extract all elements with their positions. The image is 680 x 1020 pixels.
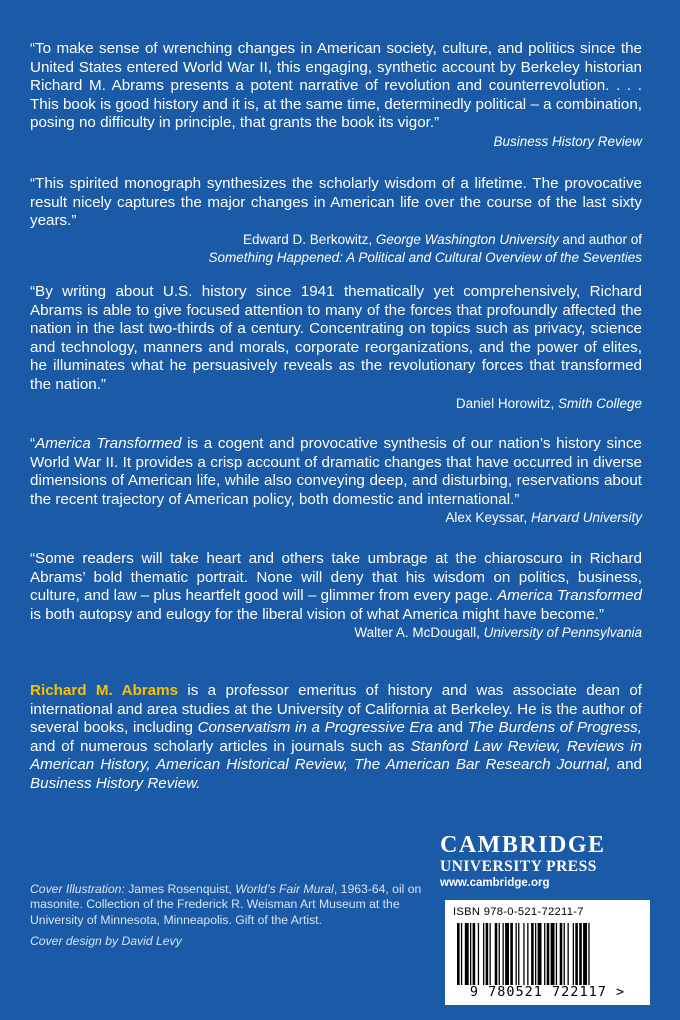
barcode-bar <box>568 923 569 985</box>
quote-text: is a cogent and provocative synthesis of our nation’s history since World War II. It provides a crisp account of dramatic changes that have occurred in diverse dimensions of American life, while also conveying deep, and disturbing, reservations about the recent trajectory of American policy, both domestic and international.” <box>30 435 642 508</box>
quote-book-title: America Transformed <box>35 435 182 452</box>
bio-book-1: Conservatism in a Progressive Era <box>197 719 434 737</box>
barcode-digits: 9 780521 722117 > <box>469 984 626 1000</box>
barcode-bar <box>523 923 524 985</box>
barcode-bar <box>470 923 471 985</box>
quote-author: Walter A. McDougall, <box>354 625 484 641</box>
barcode-panel <box>445 900 650 1005</box>
barcode-bar <box>503 923 504 985</box>
barcode-bar <box>575 923 578 985</box>
isbn-label: ISBN 978-0-521-72211-7 <box>453 906 584 918</box>
quote-source: Business History Review <box>493 133 642 149</box>
barcode-bar <box>564 923 565 985</box>
bio-book-2: The Burdens of Progress, <box>467 719 642 737</box>
cover-artist: James Rosenquist, <box>124 882 236 896</box>
quote-institution: University of Pennsylvania <box>483 625 642 641</box>
bio-text-1: is a professor emeritus of history and was associate dean of international and area studies at the University of California at Berkeley. He is the author of several books, including <box>30 682 642 737</box>
barcode-bar <box>527 923 528 985</box>
quote-author: Edward D. Berkowitz, <box>243 231 376 247</box>
author-bio <box>30 682 642 794</box>
barcode-bar <box>478 923 479 985</box>
publisher-logo <box>440 833 650 890</box>
quote-text: “This spirited monograph synthesizes the scholarly wisdom of a lifetime. The provocative result nicely captures the major changes in American life over the course of the last sixty years.” <box>30 175 642 230</box>
quote-open-mark: “ <box>30 435 36 452</box>
cover-details: , 1963-64, oil on masonite. Collection of the Frederick R. Weisman Art Museum at the University of Minnesota, Minneapolis. Gift of the Artist. <box>30 882 422 927</box>
quote-institution: Harvard University <box>530 510 642 526</box>
barcode-bar <box>556 923 557 985</box>
quote-institution: Smith College <box>557 395 642 411</box>
barcode-bar <box>483 923 484 985</box>
bio-journals: Stanford Law Review, Reviews in American History, American Historical Review, The American Bar Research Journal, <box>30 737 642 774</box>
barcode-bar <box>544 923 545 985</box>
quote-author-tail: and author of <box>558 231 642 247</box>
barcode-bar <box>518 923 519 985</box>
barcode-bar <box>499 923 500 985</box>
barcode-graphic <box>453 923 643 985</box>
barcode-bar <box>560 923 563 985</box>
cover-work: World’s Fair Mural <box>235 882 334 896</box>
bio-text-3: and of numerous scholarly articles in journals such as <box>30 737 411 755</box>
barcode-bar <box>490 923 491 985</box>
barcode-bar <box>551 923 555 985</box>
quote-text-end: is both autopsy and eulogy for the liberal vision of what America might have become.” <box>30 605 605 623</box>
barcode-bar <box>573 923 574 985</box>
quote-book-title: America Transformed <box>497 587 642 605</box>
cover-design: Cover design by David Levy <box>30 934 182 949</box>
barcode-bar <box>531 923 534 985</box>
barcode-bar <box>465 923 469 985</box>
barcode-bar <box>461 923 462 985</box>
review-quote-2 <box>30 175 642 267</box>
review-quote-5 <box>30 550 642 642</box>
review-quote-1 <box>30 40 642 151</box>
quote-book-title: Something Happened: A Political and Cultural Overview of the Seventies <box>208 249 642 265</box>
quote-text: “By writing about U.S. history since 1941 thematically yet comprehensively, Richard Abrams is able to give focused attention to many of the forces that profoundly affected the nation in the last two-thirds of a century. Concentrating on topics such as privacy, science and technology, manners and morals, corporate reorganizations, and the power of elites, he illuminates what he persuasively reveals as the revolutionary forces that transformed the nation.” <box>30 283 642 393</box>
review-quote-3 <box>30 283 642 413</box>
cover-credits <box>30 882 430 956</box>
bio-text-4: and <box>610 756 643 774</box>
barcode-bar <box>535 923 536 985</box>
barcode-bar <box>516 923 517 985</box>
barcode-bar <box>588 923 589 985</box>
barcode-bar <box>579 923 582 985</box>
quote-text: “Some readers will take heart and others take umbrage at the chiaroscuro in Richard Abrams’ bold thematic portrait. None will deny that his wisdom on politics, business, culture, and law – plus heartfelt good will – glimmer from every page. <box>30 550 642 605</box>
barcode-bar <box>495 923 498 985</box>
barcode-bar <box>457 923 460 985</box>
bio-text-2: and <box>433 719 468 737</box>
barcode-bar <box>473 923 476 985</box>
publisher-url: www.cambridge.org <box>440 877 550 889</box>
author-name: Richard M. Abrams <box>30 682 179 699</box>
barcode-bar <box>510 923 513 985</box>
barcode-bar <box>538 923 542 985</box>
quote-author: Alex Keyssar, <box>445 510 531 526</box>
quote-institution: George Washington University <box>375 231 559 247</box>
quote-attribution <box>445 509 642 528</box>
barcode-bar <box>547 923 550 985</box>
barcode-bar <box>583 923 587 985</box>
publisher-name: CAMBRIDGE <box>440 832 606 858</box>
publisher-subname: UNIVERSITY PRESS <box>440 858 597 875</box>
review-quote-4 <box>30 435 642 528</box>
quote-author: Daniel Horowitz, <box>455 395 558 411</box>
barcode-bar <box>505 923 509 985</box>
quote-text: “To make sense of wrenching changes in American society, culture, and politics since the United States entered World War II, this engaging, synthetic account by Berkeley historian Richard M. Abrams presents a potent narrative of revolution and counterrevolution. . . . This book is good history and it is, at the same time, determinedly political – a combination, posing no difficulty in principle, that grants the book its vigor.” <box>30 40 642 132</box>
barcode-bar <box>486 923 489 985</box>
cover-label: Cover Illustration: <box>30 882 125 896</box>
bio-journal-last: Business History Review. <box>30 774 201 792</box>
